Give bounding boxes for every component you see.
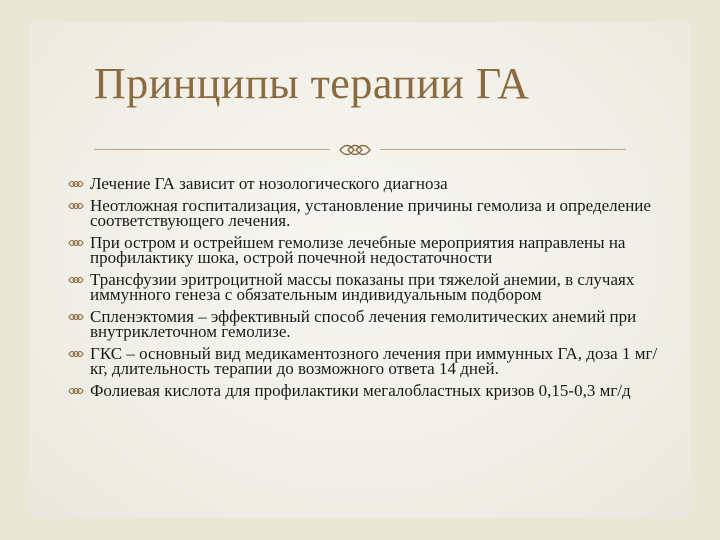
ornament-bullet-icon bbox=[68, 274, 86, 286]
ornament-bullet-icon bbox=[68, 200, 86, 212]
bullet-item bbox=[68, 176, 658, 191]
ornament-bullet-icon bbox=[68, 237, 86, 249]
ornament-bullet-icon bbox=[68, 178, 86, 190]
bullet-text: Спленэктомия – эффективный способ лечения гемолитических анемий при внутриклеточном гемолизе. bbox=[90, 307, 637, 341]
bullet-text: Трансфузии эритроцитной массы показаны при тяжелой анемии, в случаях иммунного генеза с обязательным индивидуальным подбором bbox=[90, 270, 635, 304]
bullet-item bbox=[68, 198, 658, 228]
bullet-text: ГКС – основный вид медикаментозного лечения при иммунных ГА, доза 1 мг/кг, длительность терапии до возможного ответа 14 дней. bbox=[90, 344, 658, 378]
title-divider-left bbox=[94, 149, 330, 150]
bullet-item bbox=[68, 309, 658, 339]
ornament-bullet-icon bbox=[68, 311, 86, 323]
bullet-text: Лечение ГА зависит от нозологического диагноза bbox=[90, 174, 448, 193]
bullet-item bbox=[68, 383, 658, 398]
title-divider-right bbox=[380, 149, 626, 150]
bullet-text: Фолиевая кислота для профилактики мегалобластных кризов 0,15-0,3 мг/д bbox=[90, 381, 631, 400]
ornament-bullet-icon bbox=[68, 348, 86, 360]
ornament-bullet-icon bbox=[68, 385, 86, 397]
slide-title: Принципы терапии ГА bbox=[94, 59, 530, 108]
bullet-text: Неотложная госпитализация, установление причины гемолиза и определение соответствующего лечения. bbox=[90, 196, 651, 230]
bullet-item bbox=[68, 235, 658, 265]
bullet-item bbox=[68, 272, 658, 302]
ornament-divider-icon bbox=[338, 139, 378, 161]
bullet-text: При остром и острейшем гемолизе лечебные мероприятия направлены на профилактику шока, острой почечной недостаточности bbox=[90, 233, 626, 267]
bullet-list bbox=[68, 176, 658, 405]
bullet-item bbox=[68, 346, 658, 376]
